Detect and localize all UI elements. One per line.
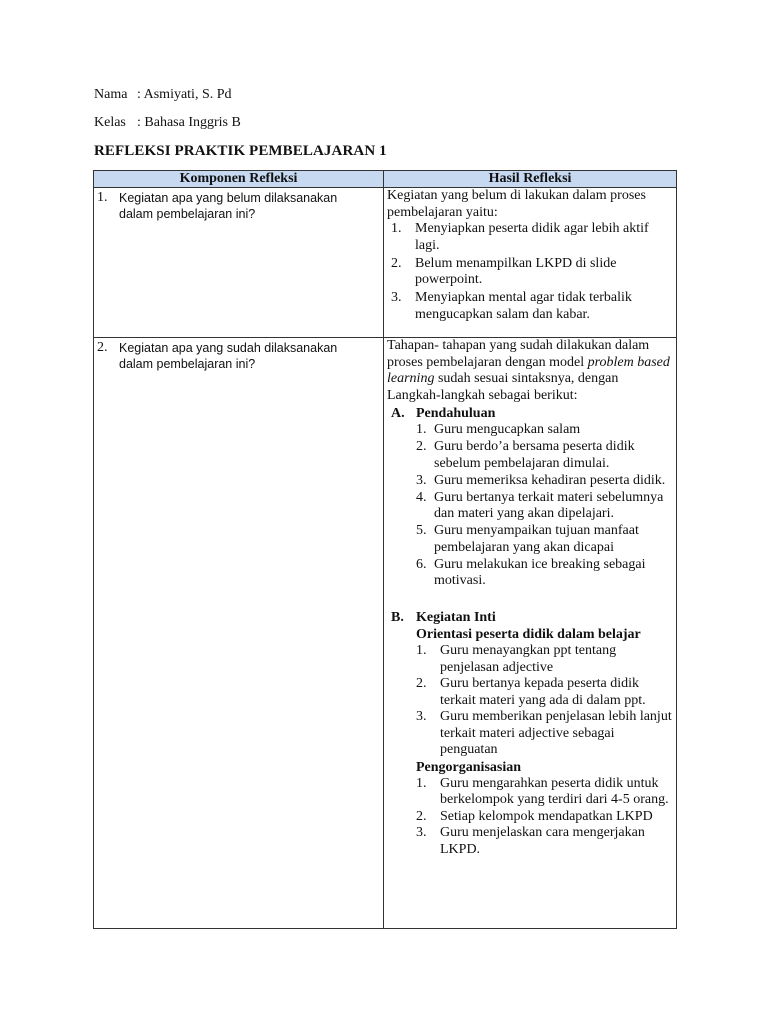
row1-answer-cell: [384, 188, 677, 338]
row1-number: 1.: [97, 190, 108, 205]
section-b-pengorganisasian-list: [387, 776, 673, 859]
table-header-row: [94, 171, 677, 188]
list-item: 2. Guru bertanya kepada peserta didik terkait materi yang ada di dalam ppt.: [416, 676, 646, 708]
kelas-line: [94, 115, 241, 131]
list-item: 4. Guru bertanya terkait materi sebelumnya dan materi yang akan dipelajari.: [416, 489, 664, 521]
row2-intro: Tahapan- tahapan yang sudah dilakukan dalam proses pembelajaran dengan model problem based learning sudah sesuai sintaksnya, dengan Langkah-langkah sebagai berikut:: [387, 338, 670, 403]
list-item: 3. Menyiapkan mental agar tidak terbalik mengucapkan salam dan kabar.: [391, 290, 632, 322]
model-name: problem based learning: [387, 354, 670, 386]
col-header-komponen: Komponen Refleksi: [94, 171, 384, 188]
row2-answer-cell: [384, 338, 677, 929]
list-item: 5. Guru menyampaikan tujuan manfaat pembelajaran yang akan dicapai: [416, 523, 639, 555]
row1-question: Kegiatan apa yang belum dilaksanakan dalam pembelajaran ini?: [119, 191, 338, 221]
list-item: 1. Guru menayangkan ppt tentang penjelasan adjective: [416, 643, 617, 675]
nama-value: : Asmiyati, S. Pd: [137, 87, 232, 102]
list-item: 2. Setiap kelompok mendapatkan LKPD: [416, 808, 653, 824]
col-header-hasil: Hasil Refleksi: [384, 171, 677, 188]
section-b-subheading-orientasi: Orientasi peserta didik dalam belajar: [416, 627, 641, 642]
list-item: 1. Guru mengucapkan salam: [416, 422, 581, 437]
document-title: REFLEKSI PRAKTIK PEMBELAJARAN 1: [94, 143, 387, 159]
row1-intro: Kegiatan yang belum di lakukan dalam proses pembelajaran yaitu:: [387, 188, 646, 220]
list-item: 3. Guru menjelaskan cara mengerjakan LKPD.: [416, 825, 645, 857]
table-row: [94, 338, 677, 929]
row2-number: 2.: [97, 340, 108, 355]
table-row: [94, 188, 677, 338]
list-item: 1. Guru mengarahkan peserta didik untuk berkelompok yang terdiri dari 4-5 orang.: [416, 775, 669, 807]
row2-question-cell: [94, 338, 384, 929]
section-a-list: [387, 422, 673, 590]
row2-question: Kegiatan apa yang sudah dilaksanakan dalam pembelajaran ini?: [119, 341, 338, 371]
list-item: 1. Menyiapkan peserta didik agar lebih aktif lagi.: [391, 221, 649, 253]
kelas-value: : Bahasa Inggris B: [137, 115, 241, 130]
nama-label: Nama: [94, 87, 128, 102]
row1-question-cell: [94, 188, 384, 338]
list-item: 6. Guru melakukan ice breaking sebagai motivasi.: [416, 556, 646, 588]
section-a-heading: A. Pendahuluan: [391, 406, 496, 421]
section-b-subheading-pengorganisasian: Pengorganisasian: [416, 759, 522, 775]
reflection-table: [93, 170, 677, 929]
list-item: 2. Belum menampilkan LKPD di slide powerpoint.: [391, 255, 617, 287]
section-b-orientasi-list: [387, 643, 673, 759]
list-item: 2. Guru berdo’a bersama peserta didik sebelum pembelajaran dimulai.: [416, 439, 635, 471]
section-b-heading: B. Kegiatan Inti: [391, 610, 496, 625]
list-item: 3. Guru memeriksa kehadiran peserta didik.: [416, 472, 666, 488]
nama-line: [94, 87, 232, 103]
list-item: 3. Guru memberikan penjelasan lebih lanjut terkait materi adjective sebagai penguatan: [416, 709, 672, 757]
kelas-label: Kelas: [94, 115, 126, 130]
row1-list: [387, 221, 673, 323]
